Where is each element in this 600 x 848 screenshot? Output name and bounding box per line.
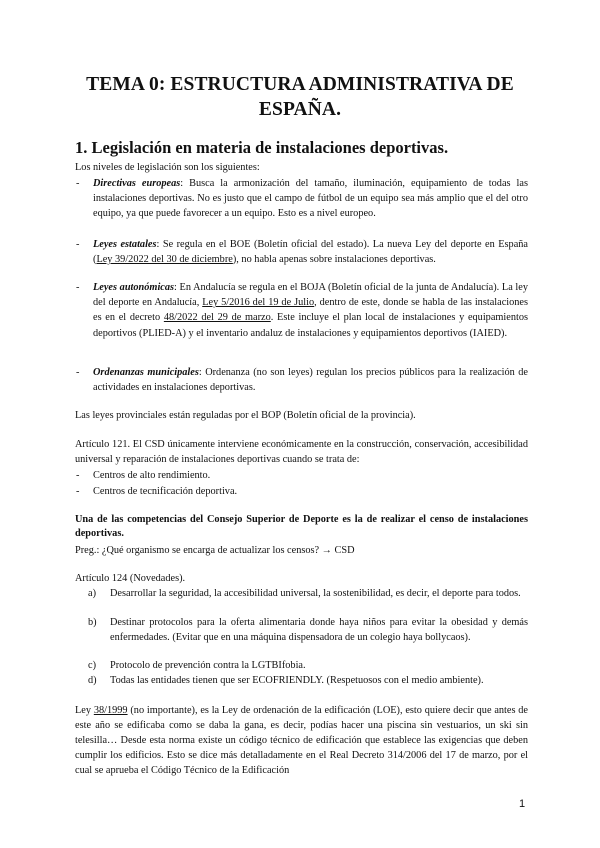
item-text: : Busca la armonización del tamaño, iluminación, equipamiento de todas las instalaciones deportivas. No es justo que el campo de fútbol de un equipo sea más amplio que el del otro equipo, ya que puede favorecer a un equipo. Esto es a nivel europeo. xyxy=(93,178,528,220)
item-letter: a) xyxy=(88,588,96,599)
dash-bullet: - xyxy=(76,367,80,378)
bold-paragraph: Una de las competencias del Consejo Superior de Deporte es la de realizar el censo de instalaciones deportivas. xyxy=(75,514,528,539)
law-reference: Ley 39/2022 del 30 de diciembre xyxy=(96,254,233,266)
list-item xyxy=(76,237,528,267)
page-title: TEMA 0: ESTRUCTURA ADMINISTRATIVA DE ESPAÑA. xyxy=(86,74,514,120)
list-item xyxy=(88,658,528,673)
dash-bullet: - xyxy=(76,470,80,481)
intro-text: Los niveles de legislación son los siguientes: xyxy=(75,162,260,173)
item-text: Protocolo de prevención contra la LGTBIfobia. xyxy=(110,660,306,671)
item-label: Ordenanzas municipales xyxy=(93,367,199,378)
list-item xyxy=(88,673,528,688)
dash-bullet: - xyxy=(76,282,80,293)
list-item xyxy=(76,365,528,395)
paragraph xyxy=(75,703,528,778)
list-item xyxy=(76,176,528,222)
law-reference: 38/1999 xyxy=(93,705,128,716)
item-letter: b) xyxy=(88,617,97,628)
paragraph: Artículo 121. El CSD únicamente interviene económicamente en la construcción, conservación, accesibilidad universal y reparación de instalaciones deportivas cuando se trata de: xyxy=(75,439,528,465)
law-reference: Ley 5/2016 del 19 de Julio xyxy=(202,297,315,309)
item-text: , dentro de este, donde se habla de las instalaciones es en el decreto xyxy=(93,297,529,324)
list-item xyxy=(88,615,528,645)
item-label: Leyes estatales xyxy=(93,239,157,250)
dash-bullet: - xyxy=(76,178,80,189)
item-text: Centros de alto rendimiento. xyxy=(93,470,211,481)
section-heading: 1. Legislación en materia de instalaciones deportivas. xyxy=(75,138,449,157)
list-item xyxy=(76,484,528,499)
text: (no importante), es la Ley de ordenación de la edificación (LOE), esto quiere decir que antes de este año se edificaba como se daba la gana, es decir, podías hacer una piscina sin vestuarios, un ski sin telesilla… Desde esta norma existe un código técnico de edificación que establece las exigencias que deben cumplir los edificios. Esto se dice más detalladamente en el Real Decreto 314/2006 del 17 de marzo, por el cual se aprueba el Código Técnico de la Edificación xyxy=(75,705,528,776)
item-text: : Ordenanza (no son leyes) regulan los precios públicos para la realización de actividades en instalaciones deportivas. xyxy=(93,367,528,394)
item-label: Directivas europeas xyxy=(93,178,181,189)
list-item xyxy=(76,280,529,341)
item-letter: d) xyxy=(88,675,97,686)
item-text: . Este incluye el plan local de instalaciones y equipamientos deportivos (PLIED-A) y el inventario andaluz de instalaciones y equipamientos deportivos (IAIED). xyxy=(93,312,528,339)
paragraph: Artículo 124 (Novedades). xyxy=(75,573,186,584)
item-text: Todas las entidades tienen que ser ECOFRIENDLY. (Respetuosos con el medio ambiente). xyxy=(110,675,484,686)
page-number: 1 xyxy=(519,798,526,810)
dash-bullet: - xyxy=(76,486,80,497)
text: Ley xyxy=(75,705,94,716)
item-text: : Se regula en el BOE (Boletín oficial del estado). La nueva Ley del deporte en España ( xyxy=(93,239,528,266)
item-text: ), no habla apenas sobre instalaciones deportivas. xyxy=(232,254,436,266)
item-text: Desarrollar la seguridad, la accesibilidad universal, la sostenibilidad, es decir, el deporte para todos. xyxy=(110,588,521,599)
list-item xyxy=(76,468,528,483)
question-text: Preg.: ¿Qué organismo se encarga de actualizar los censos? → CSD xyxy=(75,545,355,556)
item-label: Leyes autonómicas xyxy=(93,282,175,293)
item-text: Centros de tecnificación deportiva. xyxy=(93,486,238,497)
item-letter: c) xyxy=(88,660,96,671)
dash-bullet: - xyxy=(76,239,80,250)
item-text: : En Andalucía se regula en el BOJA (Boletín oficial de la junta de Andalucía). La ley del deporte en Andalucía, xyxy=(93,282,529,309)
item-text: Destinar protocolos para la oferta alimentaria donde haya niños para evitar la obesidad y demás enfermedades. (Evitar que en una máquina dispensadora de un colegio haya bollycaos). xyxy=(110,617,528,644)
paragraph: Las leyes provinciales están reguladas por el BOP (Boletín oficial de la provincia). xyxy=(75,410,416,421)
law-reference: 48/2022 del 29 de marzo xyxy=(163,312,271,324)
list-item xyxy=(88,586,528,601)
